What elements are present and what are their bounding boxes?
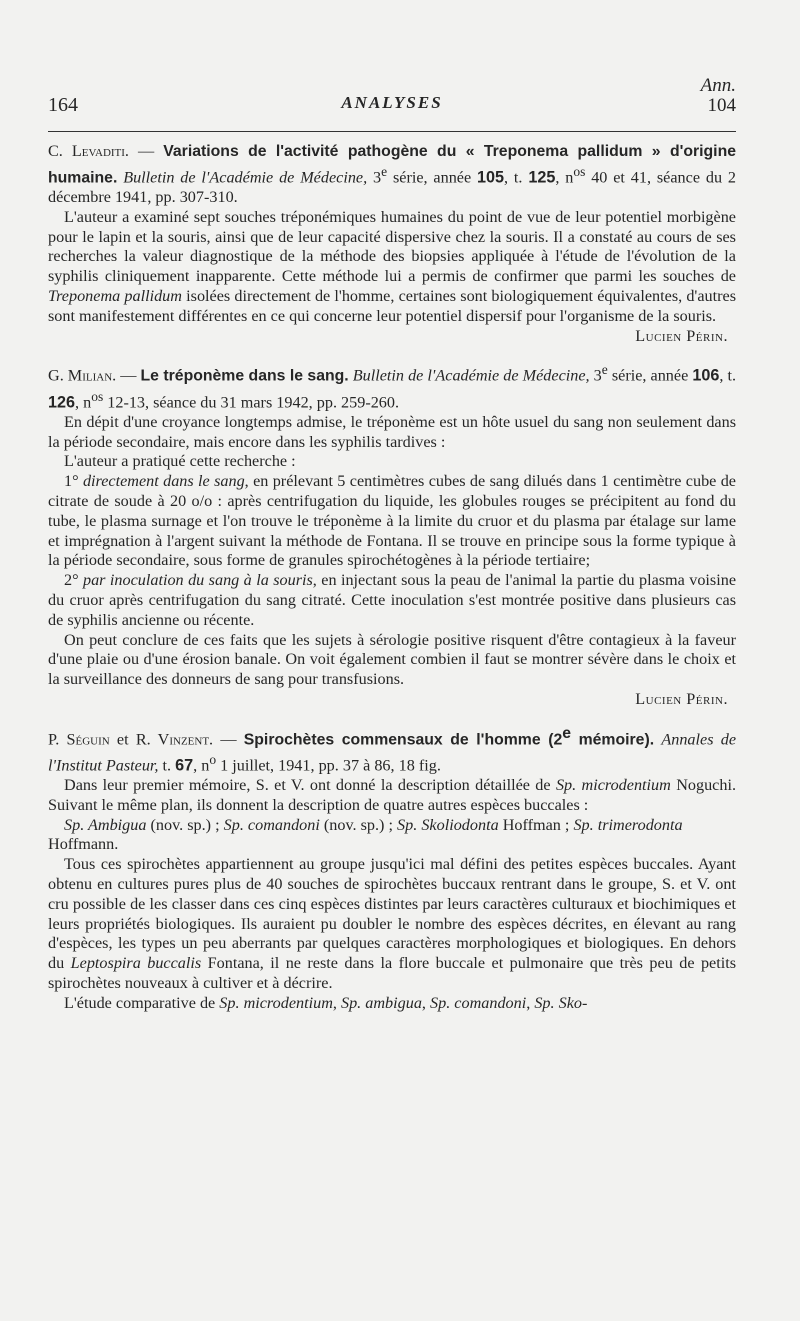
year: 105 [477,168,505,187]
author: R. Vinzent. [135,730,214,749]
list-item [48,571,736,630]
article-title: Variations de l'activité pathogène du « Treponema pallidum » d'origine humaine. [48,143,737,187]
annex-number: 104 [707,95,736,116]
conjunction: et [109,730,136,749]
author: G. Milian. [48,366,117,385]
reference [48,360,736,412]
tome: 67 [175,756,194,775]
ref-part: série, année [607,366,693,385]
paragraph: On peut conclure de ces faits que les sujets à sérologie positive risquent d'être contagieux à la faveur d'une plaie ou d'une érosion banale. On voit également combien il faut se montrer sévère dans le choix et la surveillance des donneurs de sang pour transfusions. [48,630,736,689]
species-name: Sp. Sko- [534,993,588,1012]
ref-part: série, année [387,168,478,187]
text: (nov. sp.) ; [146,815,224,834]
text: Hoffman ; [498,815,574,834]
text: , en prélevant 5 centimètres cubes de sang dilués dans 1 centimètre cube de citrate de soude à 20 o/o : après centrifugation du liquide, les globules rouges se précipitent au fond du tube, le plasma surnage et l'on trouve le tréponème à la limite du cruor et du plasma par étalage sur lame et imprégnation à l'argent suivant la méthode de Fontana. Il se trouve en principe sous la forme typique à la période secondaire, sous forme de granules spirochétogènes à la période tertiaire; [48,472,736,570]
running-title: ANALYSES [341,93,443,112]
text: , [526,993,535,1012]
abstract-entry [48,360,736,709]
signature: Lucien Périn. [635,326,728,345]
ref-part: , n [193,756,210,775]
author: P. Séguin [48,730,110,749]
ref-sup: os [573,163,586,179]
species-name: Sp. microdentium [555,776,671,795]
species-name: Sp. microdentium [219,993,333,1012]
text: Noguchi. Suivant le même plan, ils donnent la description de quatre autres espèces buccales : [48,776,736,814]
species-name: Leptospira buccalis [70,954,202,973]
annex-label: Ann. [700,75,736,96]
ref-sup: e [381,163,388,179]
text: L'auteur a examiné sept souches tréponémiques humaines du point de vue de leur potentiel morbigène pour le lapin et la souris, ainsi que de leur capacité dispersive chez la souris. Il a constaté au cours de ses recherches la valeur diagnostique de la méthode des biopsies appliquée à l'étude de l'évolution de la syphilis cliniquement inapparente. Cette méthode lui a permis de confirmer que parmi les souches de [48,207,736,286]
journal: Annales de l'Institut Pasteur, [48,730,737,775]
text: Hoffmann. [48,835,119,854]
text: , [332,993,341,1012]
method-name: directement dans le sang [78,472,245,491]
text: , en injectant sous la peau de l'animal la partie du plasma voisine du cruor après centrifugation du sang citraté. Cette inoculation s'est montrée positive dans plusieurs cas de syphilis ancienne ou récente. [48,571,737,629]
ref-part: 3 [589,366,602,385]
dash: — [128,142,164,160]
species-name: Sp. ambigua [340,993,422,1012]
tome: 126 [48,392,76,411]
journal: Bulletin de l'Académie de Médecine, [352,366,590,385]
method-name: par inoculation du sang à la souris [78,571,313,590]
paragraph [48,994,736,1014]
species-name: Sp. Ambigua [64,815,147,834]
ref-part: 40 et 41, séance du 2 décembre 1941, pp. 307-310. [48,168,736,206]
article-body [48,142,736,1028]
signature: Lucien Périn. [635,689,728,708]
ref-part: , t. [504,168,529,187]
text: , [421,993,431,1012]
ref-sup: os [91,388,104,404]
list-item [48,472,736,571]
author: C. Levaditi. [48,142,129,160]
ref-part: , n [555,168,574,187]
species-name: Sp. comandoni [430,993,527,1012]
ref-part: 3 [367,168,382,187]
text: isolées directement de l'homme, certaines sont biologiquement équivalentes, d'autres sont manifestement différentes en ce qui concerne leur potentiel dispersif pour l'organisme de la souris. [48,286,736,325]
ref-part: 12-13, séance du 31 mars 1942, pp. 259-260. [103,392,400,411]
journal: Bulletin de l'Académie de Médecine, [123,168,368,187]
text: Tous ces spirochètes appartiennent au groupe jusqu'ici mal défini des petites espèces buccales. Ayant obtenu en cultures pures plus de 40 souches de spirochètes buccaux rentrant dans le groupe, S. et V. ont cru possible de les classer dans ces cinq espèces distintes par leurs caractères culturaux et biochimiques et leurs propriétés biologiques. Ils auraient pu doubler le nombre des espèces décrites, en élevant au rang d'espèces, les types un peu aberrants par quelques caractères morphologiques et biologiques. En dehors du [48,855,736,973]
dash: — [213,730,244,749]
reference [48,142,736,208]
species-name: Sp. comandoni [223,815,320,834]
abstract-entry [48,724,736,1014]
header-rule [48,131,736,132]
year: 106 [692,366,720,385]
paragraph [48,855,736,994]
paragraph [48,776,736,816]
paragraph: En dépit d'une croyance longtemps admise, le tréponème est un hôte usuel du sang non seulement dans la période secondaire, mais encore dans les syphilis tardives : [48,412,736,451]
page-number: 164 [48,94,78,116]
article-title-end: mémoire). [571,731,655,749]
article-title: Spirochètes commensaux de l'homme (2 [243,731,563,749]
article-title: Le tréponème dans le sang. [140,367,349,385]
ref-part: , n [75,392,92,411]
title-sup: e [562,724,572,742]
text: Fontana, il ne reste dans la flore buccale et pulmonaire que très peu de petits spirochètes nouveaux à cultiver et à décrire. [48,954,737,993]
dash: — [116,366,141,385]
abstract-entry [48,142,736,346]
paragraph: L'auteur a pratiqué cette recherche : [64,452,296,471]
species-name: Sp. trimerodonta [573,815,683,834]
species-name: Treponema pallidum [48,286,182,305]
list-number: 1° [64,472,79,491]
ref-part: , t. [719,366,737,385]
ref-part: t. [158,756,176,775]
ref-sup: e [601,362,608,378]
text: L'étude comparative de [64,993,220,1012]
tome: 125 [528,168,556,187]
text: (nov. sp.) ; [319,815,398,834]
species-name: Sp. Skoliodonta [397,815,499,834]
ref-sup: o [209,751,217,767]
paragraph [48,208,736,327]
text: Dans leur premier mémoire, S. et V. ont donné la description détaillée de [64,776,556,795]
species-list [48,816,736,856]
list-number: 2° [64,571,79,590]
reference [48,724,736,776]
ref-part: 1 juillet, 1941, pp. 37 à 86, 18 fig. [216,756,441,775]
